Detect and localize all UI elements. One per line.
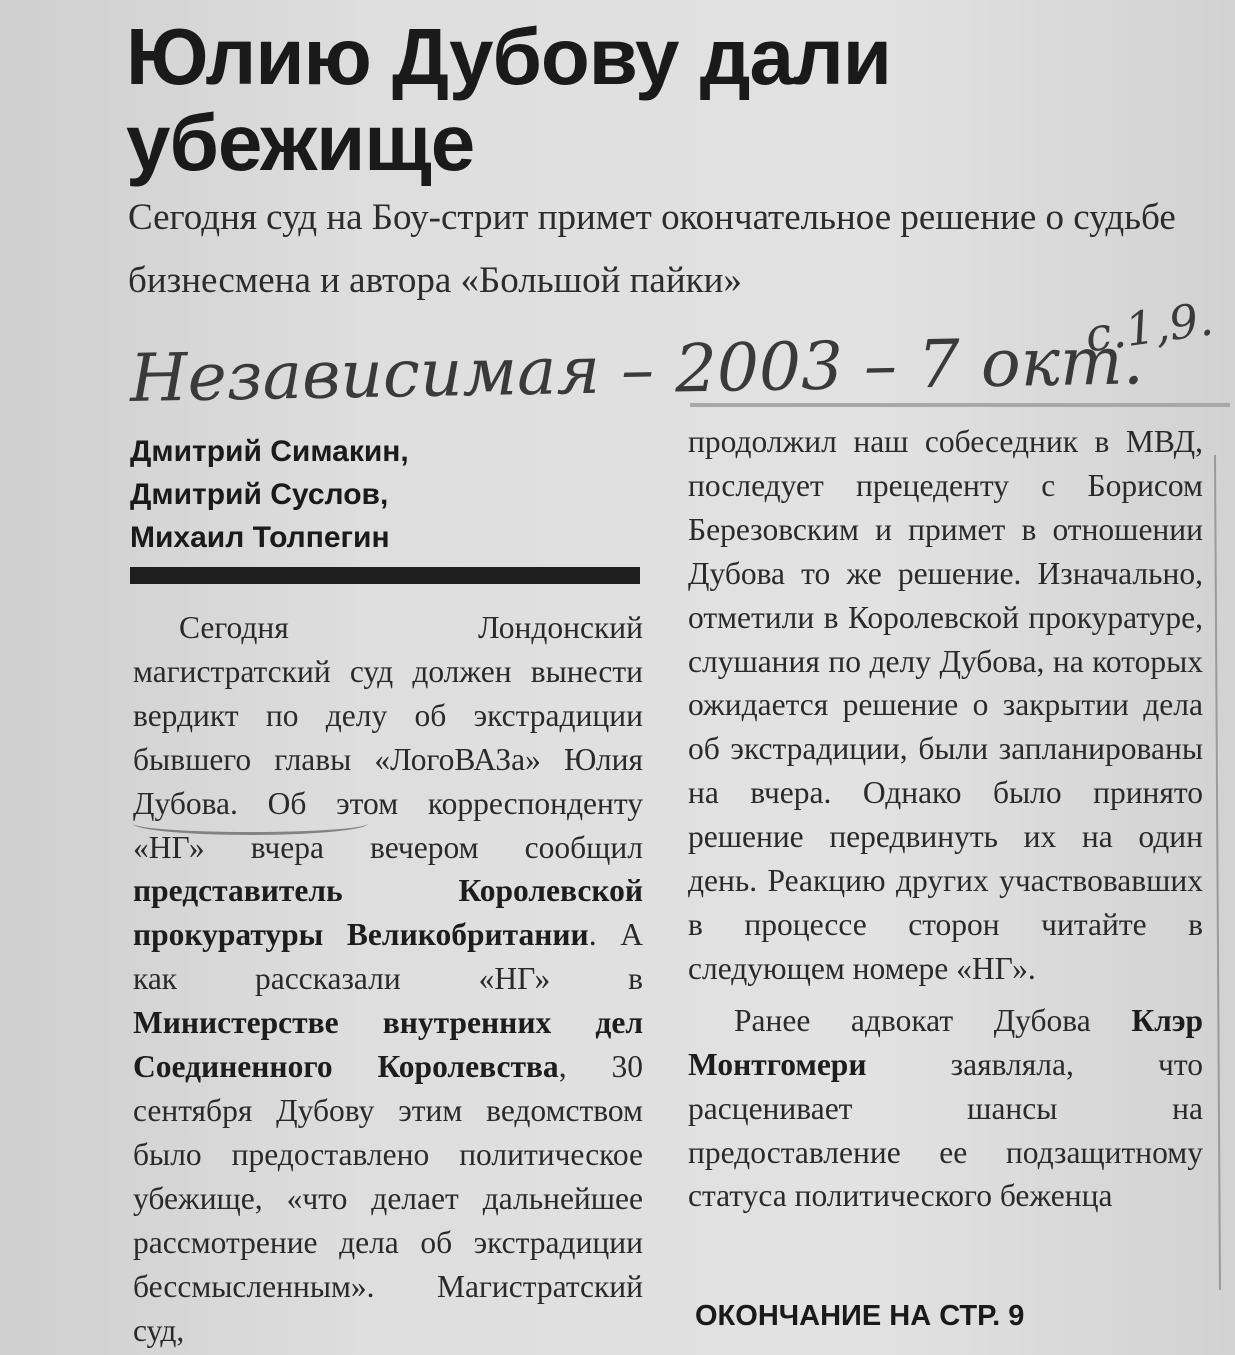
headline: Юлию Дубову дали убежище <box>126 12 891 187</box>
continued-on-page: ОКОНЧАНИЕ НА СТР. 9 <box>695 1300 1025 1332</box>
emphasis: представитель Королевской прокуратуры Великобритании <box>133 873 643 953</box>
article-paragraph: продолжил наш собеседник в МВД, последует прецеденту с Борисом Березовским и примет в отношении Дубова то же решение. Изначально, отметили в Королевской прокуратуре, слушания по делу Дубова, на которых ожидается решение о закрытии дела об экстрадиции, были запланированы на вчера. Однако было принято решение передвинуть их на один день. Реакцию других участвовавших в процессе сторон читайте в следующем номере «НГ». <box>688 424 1203 986</box>
byline <box>130 430 650 559</box>
subheadline: Сегодня суд на Боу-стрит примет окончательное решение о судьбе бизнесмена и автора «Большой пайки» <box>128 197 1176 301</box>
emphasis: Министерстве внутренних дел Соединенного Королевства <box>133 1005 643 1085</box>
byline-divider <box>130 567 640 584</box>
article-paragraph: Сегодня Лондонский магистратский суд должен вынести вердикт по делу об экстрадиции бывшего главы «ЛогоВАЗа» Юлия Дубова. Об этом корреспонденту «НГ» вчера вечером сообщил представитель Королевской прокуратуры Великобритании. А как рассказали «НГ» в Министерстве внутренних дел Соединенного Королевства, 30 сентября Дубову этим ведомством было предоставлено политическое убежище, «что делает дальнейшее рассмотрение дела об экстрадиции бессмысленным». Магистратский суд, <box>133 610 643 1348</box>
article-paragraph: Ранее адвокат Дубова Клэр Монтгомери заявляла, что расценивает шансы на предоставление ее подзащитному статуса политического беженца <box>688 1002 1203 1214</box>
article-column-1 <box>133 606 643 1352</box>
author-name: Михаил Толпегин <box>130 521 390 554</box>
author-name: Дмитрий Суслов, <box>130 478 389 511</box>
emphasis: Клэр Монтгомери <box>688 1002 1203 1082</box>
handwritten-page-note: с.1,9. <box>1081 291 1217 363</box>
handwritten-annotation <box>129 291 1230 420</box>
author-name: Дмитрий Симакин, <box>130 435 409 468</box>
article-column-2 <box>688 420 1203 1218</box>
handwritten-source-note: Независимая – 2003 – 7 окт. <box>129 322 1145 417</box>
